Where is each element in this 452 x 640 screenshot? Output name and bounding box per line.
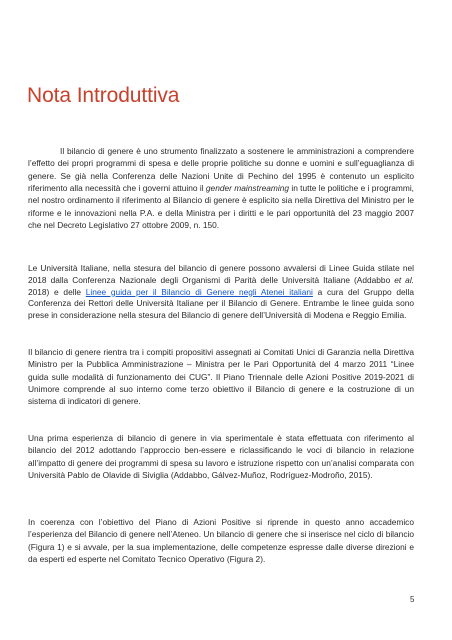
paragraph-coherence: In coerenza con l’obiettivo del Piano di Azioni Positive si riprende in questo anno accademico l’esperienza del Bilancio di genere nell’Ateneo. Un bilancio di genere che si inserisce nel ciclo di bilancio (Figura 1) e si avvale, per la sua implementazione, delle competenze espresse dalle diverse direzioni e da esperti ed esperte nel Comitato Tecnico Operativo (Figura 2). — [28, 517, 414, 565]
italic-citation: et al. — [394, 274, 414, 285]
paragraph-guidelines — [28, 263, 414, 322]
paragraph-text: a cura del Gruppo della Conferenza dei Rettori delle Università Italiane per il Bilancio di Genere. Entrambe le linee guida sono prese in considerazione nella stesura del Bilancio di genere dell’Università di Modena e Reggio Emilia. — [28, 286, 414, 321]
page-title: Nota Introduttiva — [27, 84, 180, 107]
page-number: 5 — [410, 595, 415, 604]
guidelines-link[interactable]: Linee guida per il Bilancio di Genere negli Atenei italiani — [85, 286, 313, 297]
paragraph-text: in tutte le politiche e i programmi, nel nostro ordinamento il riferimento al Bilancio di genere è esplicito sia nella Direttiva del Ministro per le riforme e le innovazioni nella P.A. e della Ministra per i diritti e le pari opportunità del 23 maggio 2007 che nel Decreto Legislativo 27 ottobre 2009, n. 150. — [28, 183, 414, 231]
paragraph-intro — [28, 145, 414, 231]
paragraph-cug: Il bilancio di genere rientra tra i compiti propositivi assegnati ai Comitati Unici di Garanzia nella Direttiva Ministro per la Pubblica Amministrazione – Ministra per le Pari Opportunità del 4 marzo 2011 “Linee guida sulle modalità di funzionamento dei CUG”. Il Piano Triennale delle Azioni Positive 2019-2021 di Unimore comprende al suo interno come terzo obiettivo il Bilancio di genere e la costruzione di un sistema di indicatori di genere. — [28, 347, 414, 407]
paragraph-first-experience: Una prima esperienza di bilancio di genere in via sperimentale è stata effettuata con riferimento al bilancio del 2012 adottando l’approccio ben-essere e riclassificando le voci di bilancio in relazione all’impatto di genere dei programmi di spesa su lavoro e istruzione rispetto con un’analisi comparata con Università Pablo de Olavide di Siviglia (Addabbo, Gálvez-Muñoz, Rodríguez-Modroño, 2015). — [28, 433, 414, 481]
paragraph-text: Le Università Italiane, nella stesura del bilancio di genere possono avvalersi di Linee Guida stilate nel 2018 dalla Conferenza Nazionale degli Organismi di Parità delle Università Italiane (Addabbo — [28, 263, 414, 285]
italic-term: gender mainstreaming — [205, 183, 289, 194]
paragraph-text: 2018) e delle — [28, 286, 86, 297]
paragraph-text: Il bilancio di genere è uno strumento finalizzato a sostenere le amministrazioni a comprendere l’effetto dei propri programmi di spesa e delle proprie politiche su donne e uomini e sull’eguaglianza di genere. Se già nella Conferenza delle Nazioni Unite di Pechino del 1995 è contenuto un esplicito riferimento alla necessità che i governi attuino il — [28, 146, 414, 194]
